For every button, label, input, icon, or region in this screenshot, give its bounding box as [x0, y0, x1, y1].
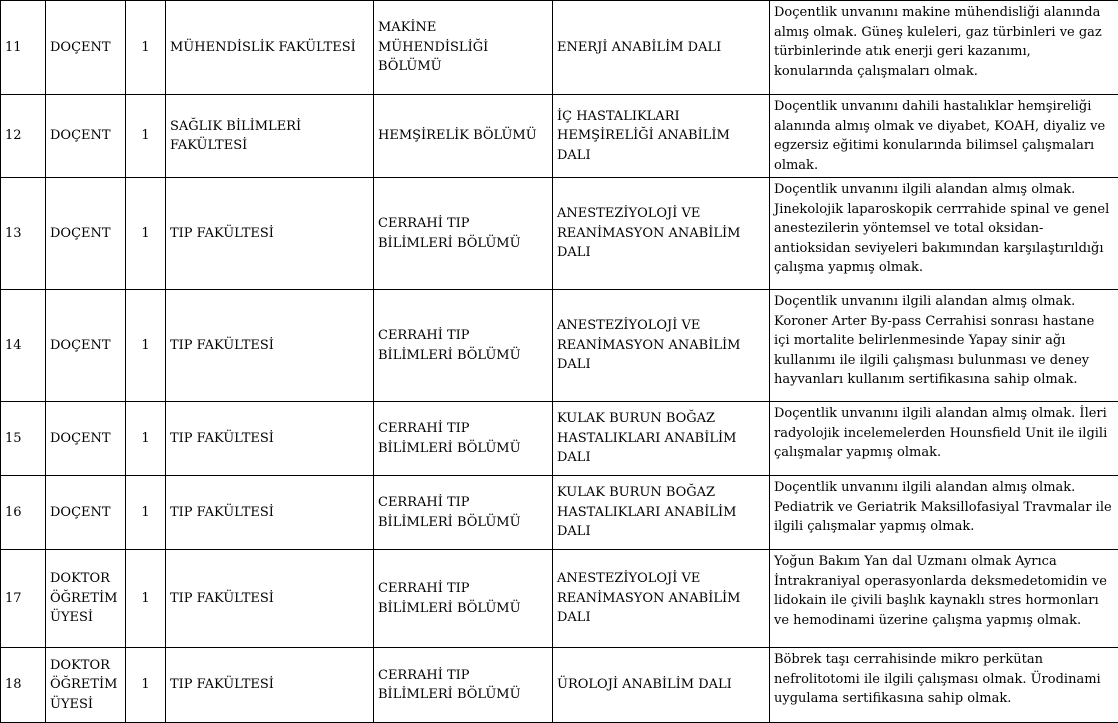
department-name: MAKİNE MÜHENDİSLİĞİ BÖLÜMÜ	[374, 1, 553, 95]
faculty-name: MÜHENDİSLİK FAKÜLTESİ	[166, 1, 374, 95]
faculty-name: TIP FAKÜLTESİ	[166, 290, 374, 402]
table-row	[1, 290, 1118, 402]
academic-title: DOKTOR ÖĞRETİM ÜYESİ	[46, 648, 126, 723]
table-row	[1, 178, 1118, 290]
department-name: CERRAHİ TIP BİLİMLERİ BÖLÜMÜ	[374, 402, 553, 476]
department-name: CERRAHİ TIP BİLİMLERİ BÖLÜMÜ	[374, 290, 553, 402]
department-name: CERRAHİ TIP BİLİMLERİ BÖLÜMÜ	[374, 550, 553, 648]
position-count: 1	[126, 476, 166, 550]
requirement-text: Doçentlik unvanını ilgili alandan almış olmak. İleri radyolojik incelemelerden Hounsfield Unit ile ilgili çalışmalar yapmış olmak.	[770, 402, 1118, 476]
division-name: KULAK BURUN BOĞAZ HASTALIKLARI ANABİLİM DALI	[553, 402, 770, 476]
faculty-name: TIP FAKÜLTESİ	[166, 648, 374, 723]
table-row	[1, 95, 1118, 178]
table-row	[1, 1, 1118, 95]
division-name: KULAK BURUN BOĞAZ HASTALIKLARI ANABİLİM DALI	[553, 476, 770, 550]
requirement-text: Doçentlik unvanını dahili hastalıklar hemşireliği alanında almış olmak ve diyabet, KOAH, diyaliz ve egzersiz eğitimi konularında bilimsel çalışmaları olmak.	[770, 95, 1118, 178]
academic-title: DOÇENT	[46, 402, 126, 476]
table-row	[1, 476, 1118, 550]
requirement-text: Doçentlik unvanını ilgili alandan almış olmak. Pediatrik ve Geriatrik Maksillofasiyal Travmalar ile ilgili çalışmalar yapmış olmak.	[770, 476, 1118, 550]
academic-title: DOÇENT	[46, 1, 126, 95]
requirement-text: Doçentlik unvanını ilgili alandan almış olmak. Jinekolojik laparoskopik cerrrahide spinal ve genel anestezilerin yöntemsel ve total oksidan-antioksidan seviyeleri bakımından karşılaştırıldığı çalışma yapmış olmak.	[770, 178, 1118, 290]
division-name: ENERJİ ANABİLİM DALI	[553, 1, 770, 95]
department-name: CERRAHİ TIP BİLİMLERİ BÖLÜMÜ	[374, 476, 553, 550]
academic-title: DOÇENT	[46, 290, 126, 402]
department-name: CERRAHİ TIP BİLİMLERİ BÖLÜMÜ	[374, 648, 553, 723]
position-count: 1	[126, 402, 166, 476]
position-count: 1	[126, 1, 166, 95]
division-name: ANESTEZİYOLOJİ VE REANİMASYON ANABİLİM DALI	[553, 290, 770, 402]
academic-title: DOÇENT	[46, 95, 126, 178]
requirement-text: Böbrek taşı cerrahisinde mikro perkütan nefrolitotomi ile ilgili çalışması olmak. Ürodinami uygulama sertifikasına sahip olmak.	[770, 648, 1118, 723]
division-name: ANESTEZİYOLOJİ VE REANİMASYON ANABİLİM DALI	[553, 550, 770, 648]
table-row	[1, 550, 1118, 648]
division-name: ÜROLOJİ ANABİLİM DALI	[553, 648, 770, 723]
academic-title: DOÇENT	[46, 178, 126, 290]
faculty-name: TIP FAKÜLTESİ	[166, 402, 374, 476]
position-count: 1	[126, 648, 166, 723]
row-number: 14	[1, 290, 46, 402]
row-number: 12	[1, 95, 46, 178]
department-name: CERRAHİ TIP BİLİMLERİ BÖLÜMÜ	[374, 178, 553, 290]
row-number: 11	[1, 1, 46, 95]
requirement-text: Doçentlik unvanını ilgili alandan almış olmak. Koroner Arter By-pass Cerrahisi sonrası hastane içi mortalite belirlenmesinde Yapay sinir ağı kullanımı ile ilgili çalışması bulunması ve deney hayvanları kullanım sertifikasına sahip olmak.	[770, 290, 1118, 402]
row-number: 18	[1, 648, 46, 723]
department-name: HEMŞİRELİK BÖLÜMÜ	[374, 95, 553, 178]
academic-title: DOÇENT	[46, 476, 126, 550]
row-number: 17	[1, 550, 46, 648]
division-name: İÇ HASTALIKLARI HEMŞİRELİĞİ ANABİLİM DALI	[553, 95, 770, 178]
faculty-name: SAĞLIK BİLİMLERİ FAKÜLTESİ	[166, 95, 374, 178]
row-number: 16	[1, 476, 46, 550]
table-body	[1, 1, 1118, 723]
row-number: 13	[1, 178, 46, 290]
faculty-name: TIP FAKÜLTESİ	[166, 178, 374, 290]
requirement-text: Yoğun Bakım Yan dal Uzmanı olmak Ayrıca İntrakraniyal operasyonlarda deksmedetomidin ve lidokain ile çivili başlık kaynaklı stres hormonları ve hemodinami üzerine çalışma yapmış olmak.	[770, 550, 1118, 648]
division-name: ANESTEZİYOLOJİ VE REANİMASYON ANABİLİM DALI	[553, 178, 770, 290]
position-count: 1	[126, 178, 166, 290]
position-count: 1	[126, 550, 166, 648]
table-row	[1, 402, 1118, 476]
position-count: 1	[126, 290, 166, 402]
faculty-name: TIP FAKÜLTESİ	[166, 550, 374, 648]
position-count: 1	[126, 95, 166, 178]
faculty-name: TIP FAKÜLTESİ	[166, 476, 374, 550]
requirement-text: Doçentlik unvanını makine mühendisliği alanında almış olmak. Güneş kuleleri, gaz türbinleri ve gaz türbinlerinde atık enerji geri kazanımı, konularında çalışmaları olmak.	[770, 1, 1118, 95]
row-number: 15	[1, 402, 46, 476]
academic-title: DOKTOR ÖĞRETİM ÜYESİ	[46, 550, 126, 648]
table-row	[1, 648, 1118, 723]
